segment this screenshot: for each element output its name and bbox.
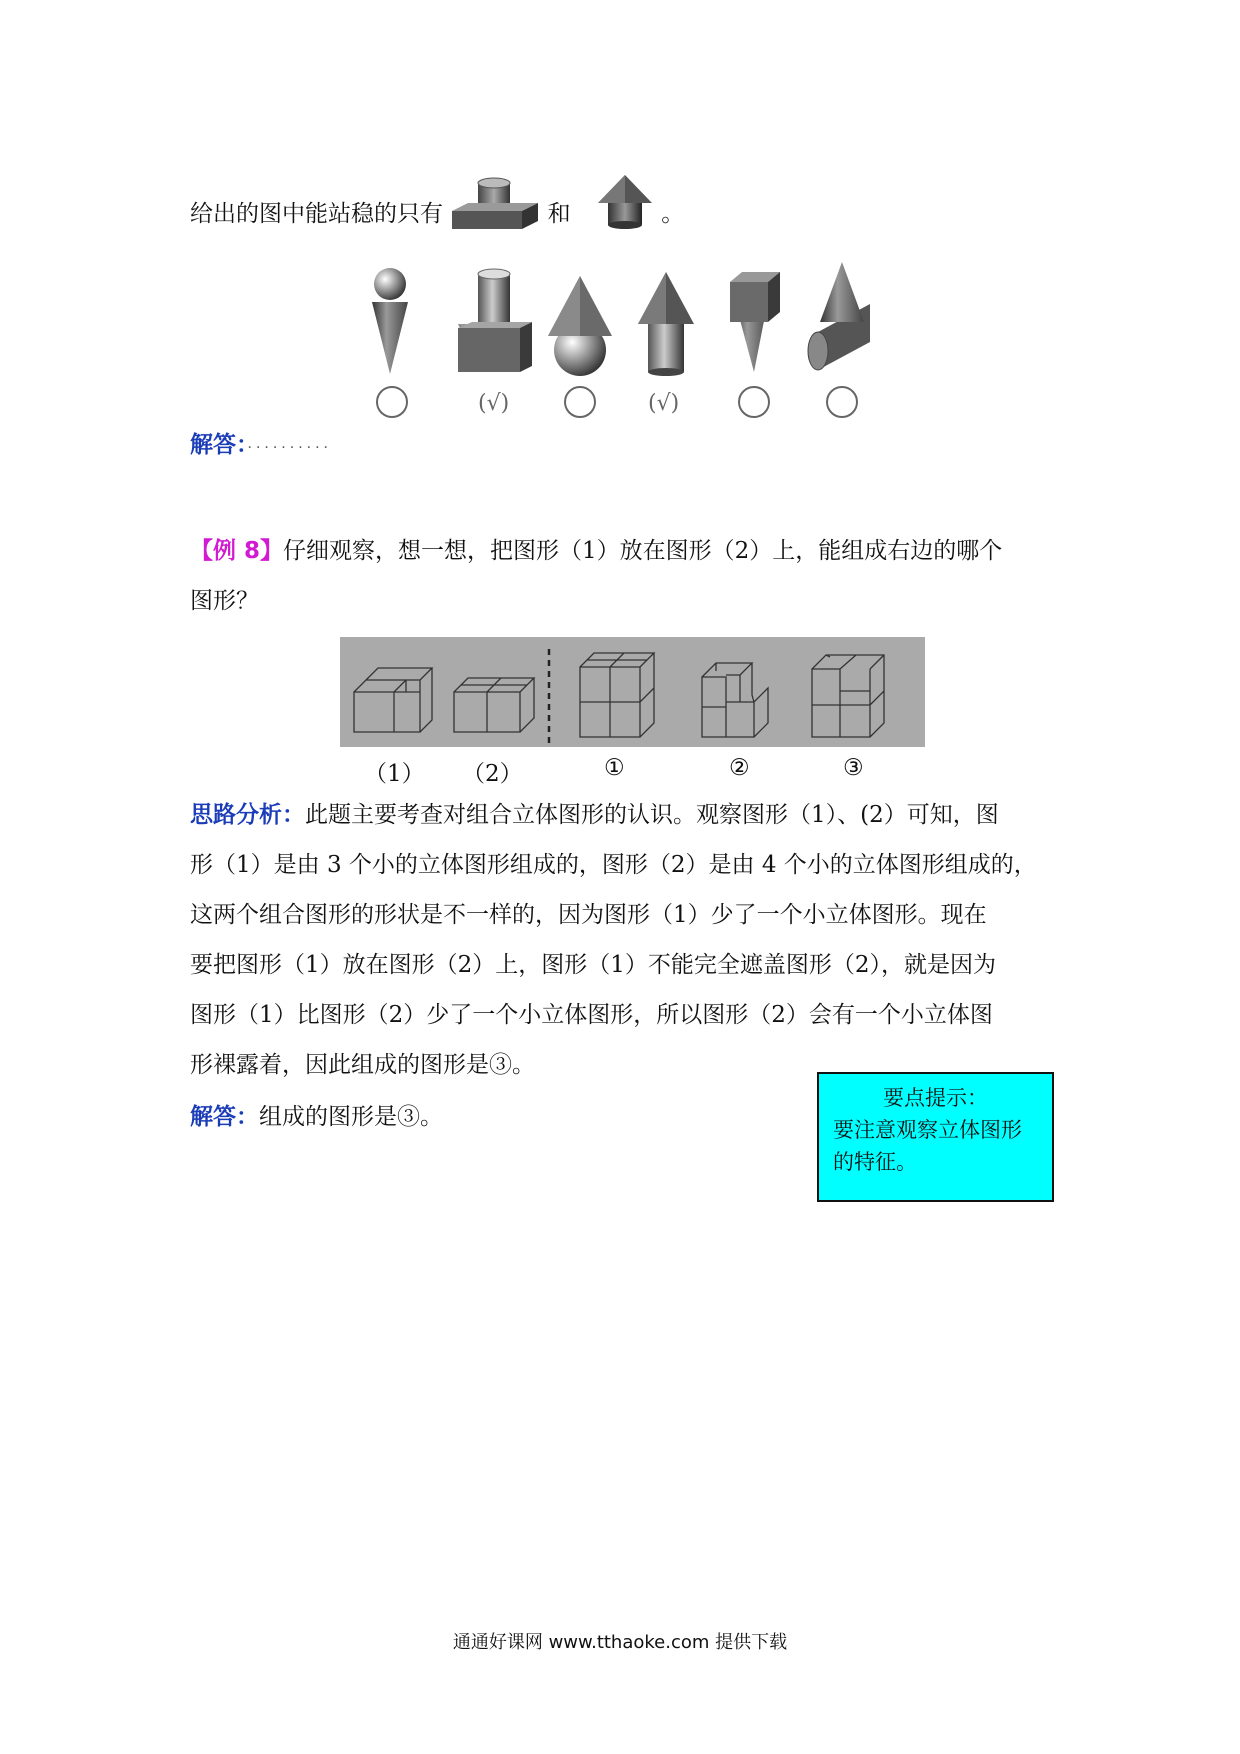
analysis-line5: 图形（1）比图形（2）少了一个小立体图形，所以图形（2）会有一个小立体图 [190, 1002, 993, 1028]
cone-on-sphere-shape [548, 276, 612, 417]
cone-on-cylinder-shape [638, 272, 694, 416]
analysis-line2: 形（1）是由 3 个小的立体图形组成的，图形（2）是由 4 个小的立体图形组成的， [190, 852, 1037, 878]
cube-on-cone-shape [730, 272, 780, 417]
mark-2: (√) [478, 391, 510, 416]
footer: 通通好课网 www.tthaoke.com 提供下载 [452, 1632, 788, 1653]
cone-on-lying-cylinder-shape [808, 262, 870, 417]
caption-opt3: ③ [843, 755, 864, 781]
analysis-line6: 形裸露着，因此组成的图形是③。 [190, 1052, 535, 1078]
example8-line2: 图形？ [190, 588, 259, 614]
sphere-on-cone-shape [372, 268, 408, 417]
answer2-text: 组成的图形是③。 [259, 1104, 443, 1130]
example8-line1 [190, 526, 1002, 576]
shapes-figure [370, 262, 890, 422]
answer1-line [190, 420, 332, 473]
analysis-line4: 要把图形（1）放在图形（2）上，图形（1）不能完全遮盖图形（2），就是因为 [190, 952, 997, 978]
cubes-figure [340, 637, 925, 747]
cylinder-on-box-icon [450, 177, 540, 235]
analysis-text1: 此题主要考查对组合立体图形的认识。观察图形（1）、(2）可知，图 [305, 802, 999, 828]
caption-opt1: ① [604, 755, 625, 781]
caption-opt2: ② [729, 755, 750, 781]
cylinder-on-box-shape [458, 269, 532, 416]
answer1-dots: ·········· [247, 440, 333, 456]
analysis-line1 [190, 790, 999, 840]
hint-title: 要点提示： [883, 1086, 988, 1110]
analysis-label: 思路分析： [190, 802, 305, 828]
intro-line [190, 173, 684, 239]
intro-period: 。 [661, 201, 685, 227]
answer2-line [190, 1092, 443, 1142]
analysis-line3: 这两个组合图形的形状是不一样的，因为图形（1）少了一个小立体图形。现在 [190, 902, 987, 928]
answer2-label: 解答： [190, 1104, 259, 1130]
mark-4: (√) [648, 391, 680, 416]
hint-box [817, 1072, 1054, 1202]
hint-line1: 要注意观察立体图形 [833, 1118, 1022, 1142]
answer1-label: 解答： [190, 432, 248, 458]
intro-and: 和 [547, 201, 571, 227]
caption-fig2: （2） [462, 761, 523, 787]
example8-label: 【例 8】 [190, 538, 284, 564]
hint-line2: 的特征。 [833, 1150, 917, 1174]
example8-text1: 仔细观察，想一想，把图形（1）放在图形（2）上，能组成右边的哪个 [283, 538, 1003, 564]
intro-text: 给出的图中能站稳的只有 [190, 201, 443, 227]
caption-fig1: （1） [364, 761, 425, 787]
cone-on-cylinder-icon [596, 173, 654, 231]
